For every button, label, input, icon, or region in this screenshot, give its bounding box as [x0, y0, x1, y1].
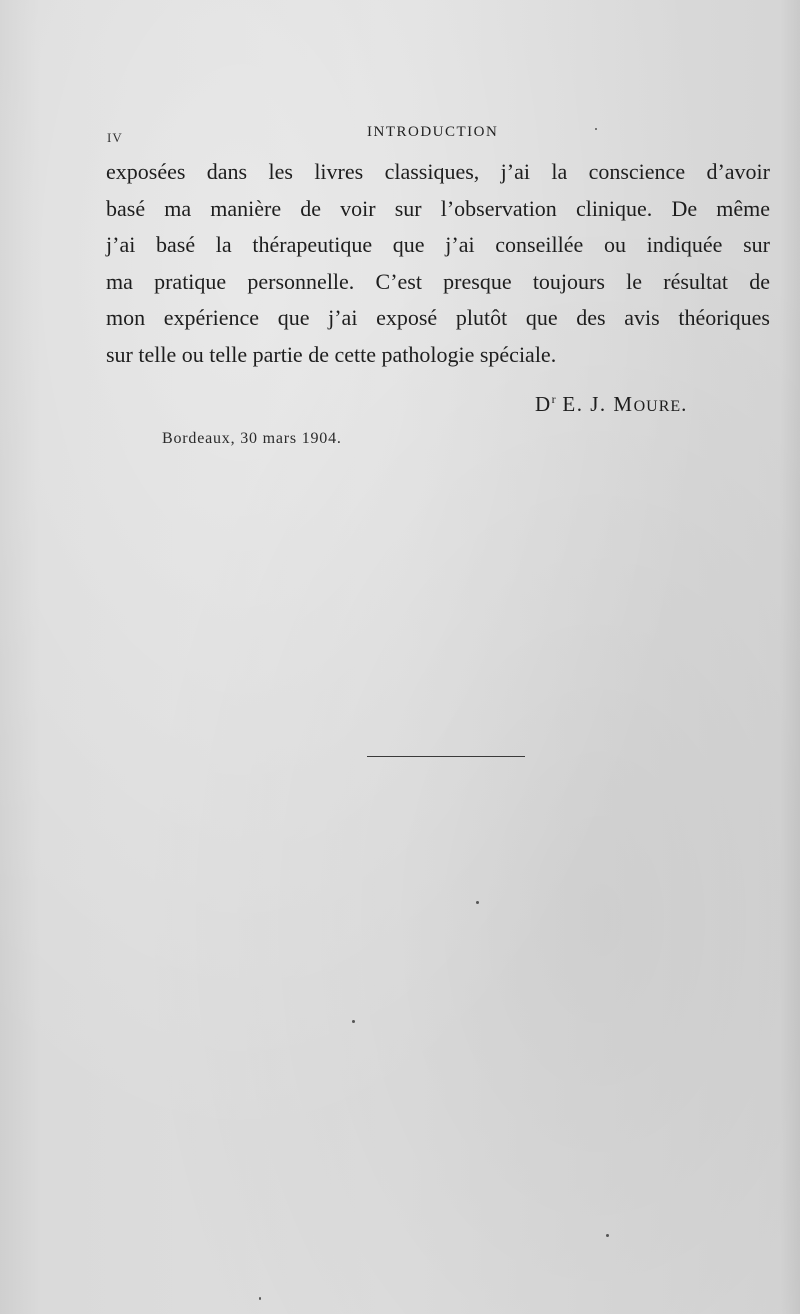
text-line: ma pratique personnelle. C’est presque toujours le résultat de: [106, 268, 770, 294]
end-rule: [367, 756, 525, 757]
text-line: exposées dans les livres classiques, j’ai la conscience d’avoir: [106, 159, 770, 184]
paper-speck: [606, 1234, 609, 1237]
running-head: [107, 124, 707, 146]
place-and-date: Bordeaux, 30 mars 1904.: [162, 430, 342, 447]
text-line: sur telle ou telle partie de cette pathologie spéciale.: [106, 341, 557, 367]
text-line: j’ai basé la thérapeutique que j’ai conseillée ou indiquée sur: [106, 232, 770, 257]
text-line: mon expérience que j’ai exposé plutôt que des avis théoriques: [106, 305, 770, 330]
paper-speck: [595, 128, 597, 130]
author-signature: [535, 392, 688, 417]
signature-title-superscript: r: [551, 392, 556, 406]
paper-speck: [259, 1297, 261, 1300]
paper-speck: [352, 1020, 355, 1023]
signature-title: D: [535, 392, 552, 416]
body-paragraph: [106, 154, 770, 373]
page-number: IV: [107, 130, 123, 145]
signature-surname-smallcaps: OURE: [633, 398, 682, 415]
running-title: INTRODUCTION: [367, 124, 499, 140]
signature-end: .: [681, 392, 688, 416]
signature-initials: E. J. M: [562, 392, 634, 416]
text-line: basé ma manière de voir sur l’observation clinique. De même: [106, 195, 770, 221]
paper-speck: [476, 901, 479, 904]
